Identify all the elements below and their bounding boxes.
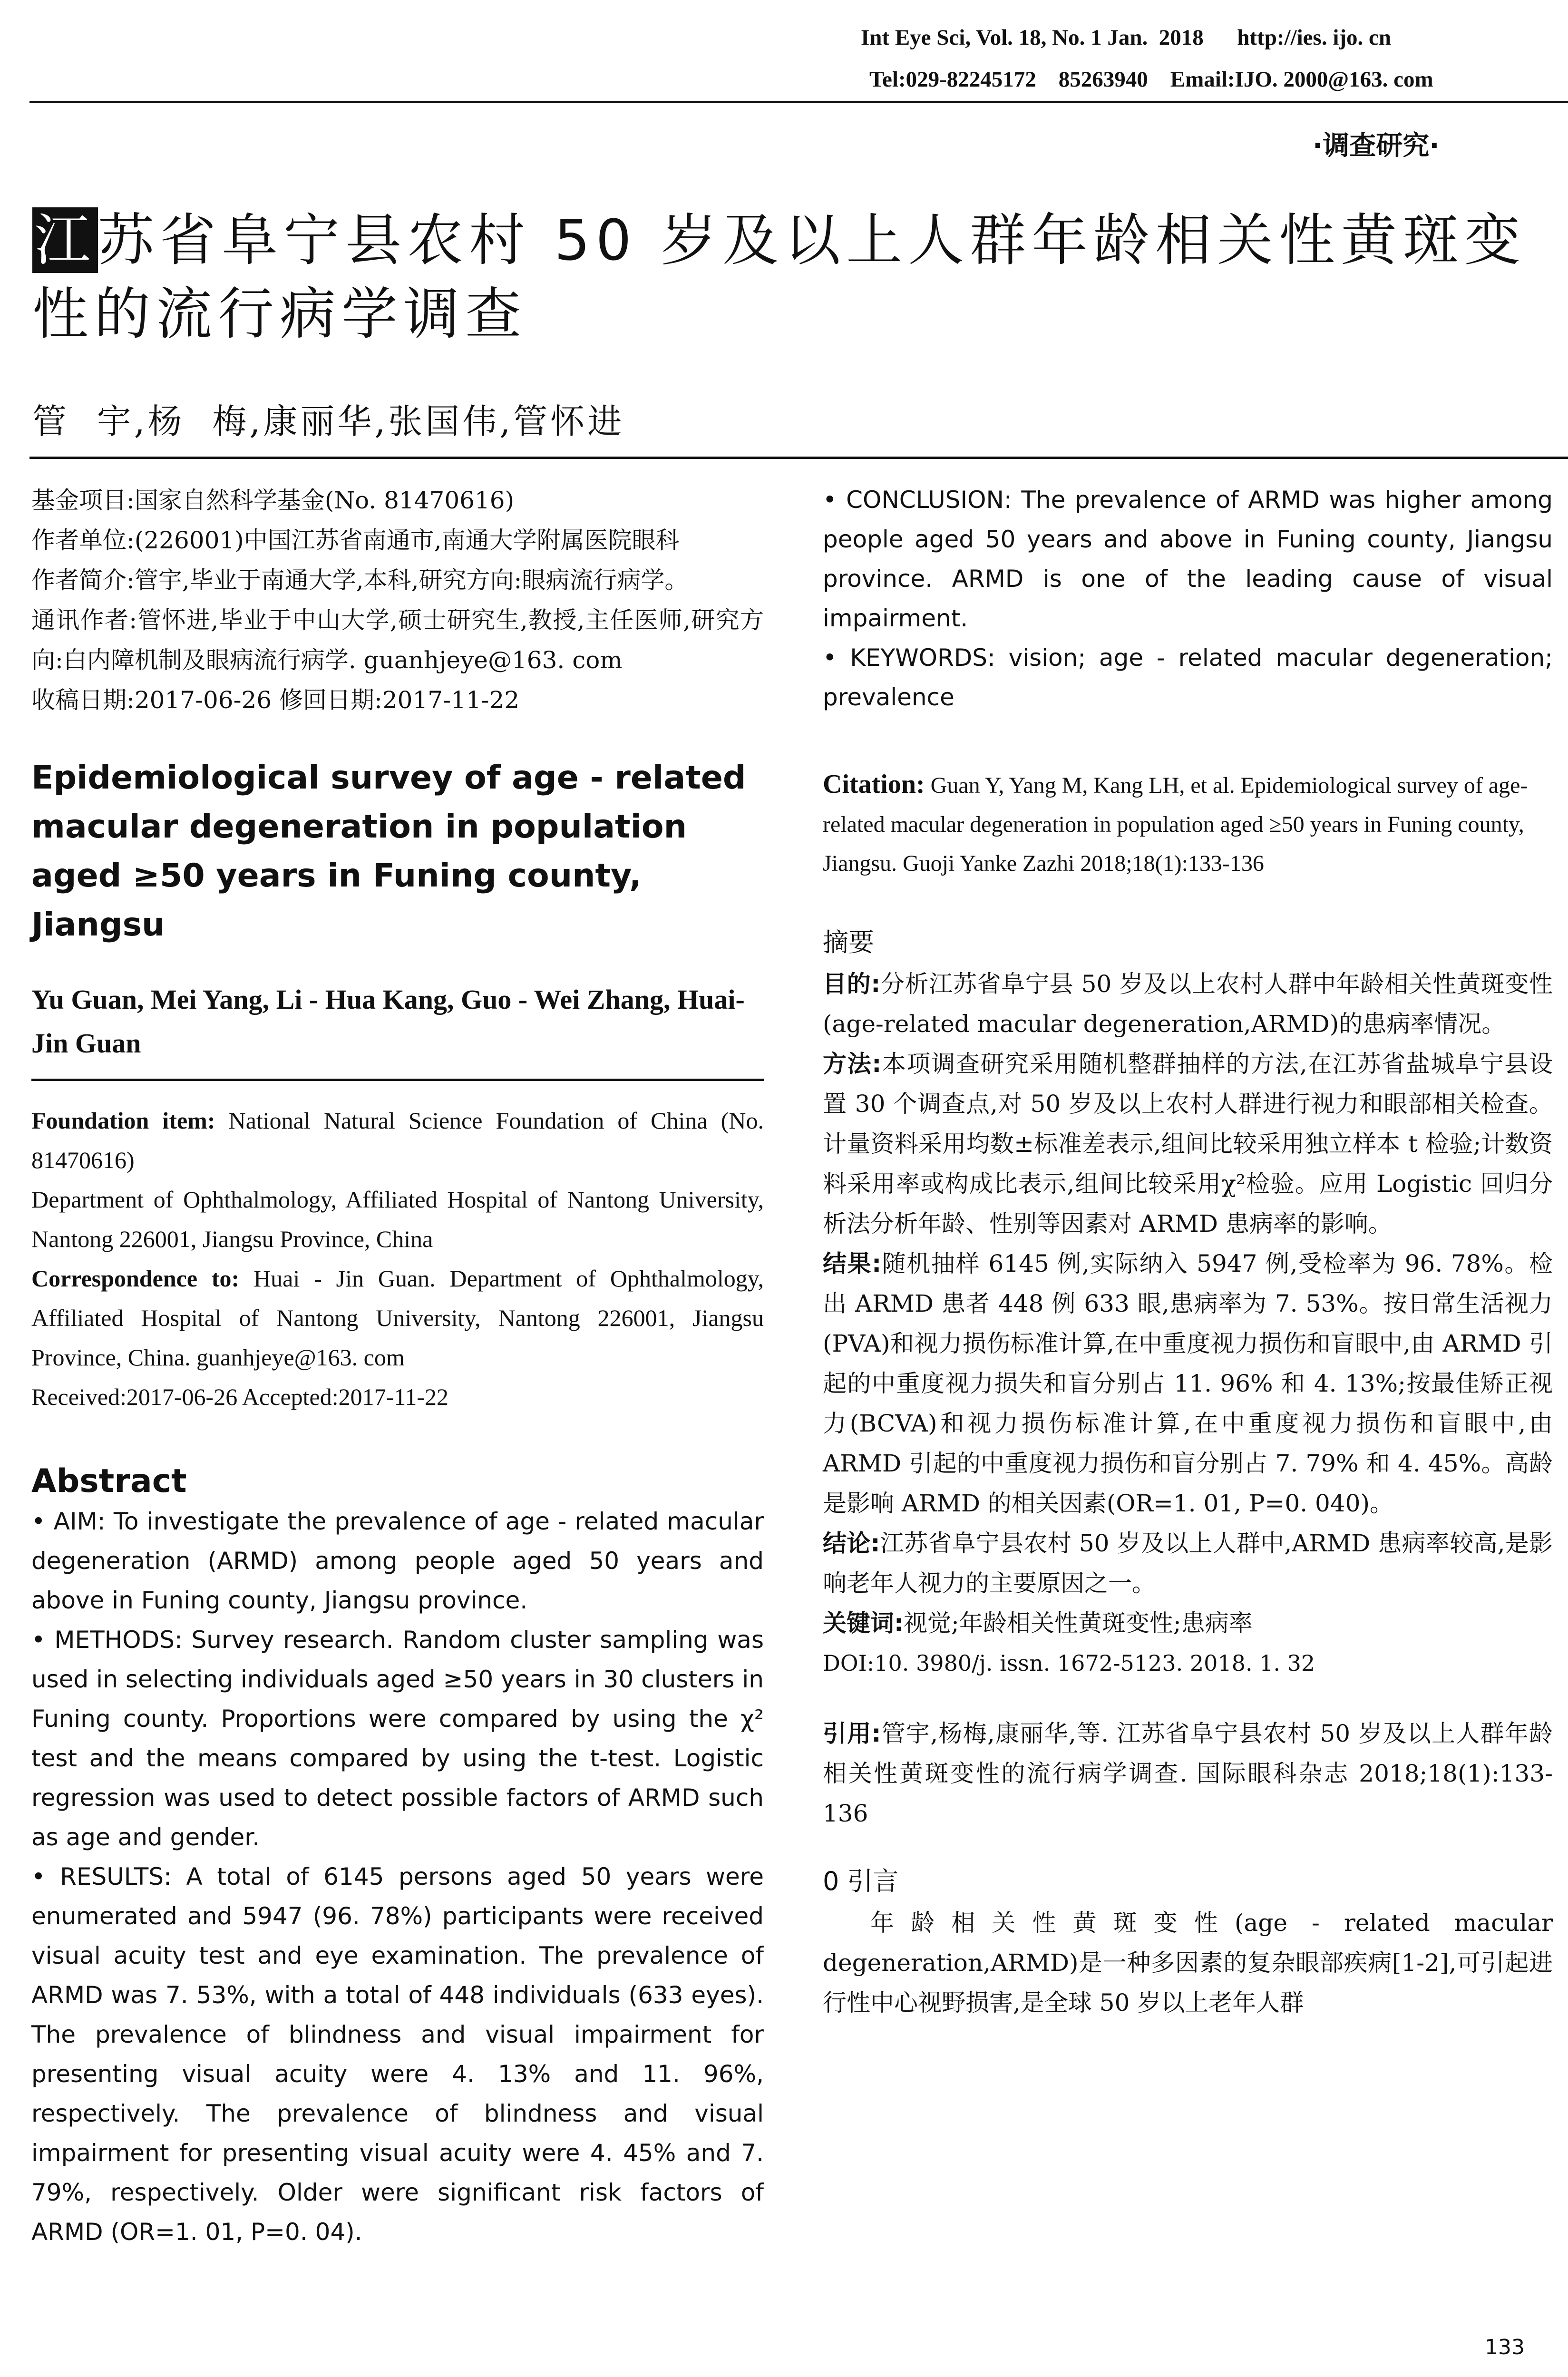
authors-cn: 管 宇,杨 梅,康丽华,张国伟,管怀进 <box>32 401 625 441</box>
correspondence-text: Huai - Jin Guan. Department of Ophthalmology, Affiliated Hospital of Nantong University, Nantong 226001, Jiangsu Province, China. guanhjeye@163. com <box>31 1265 764 1371</box>
authors-rule <box>29 457 1568 459</box>
abstract-heading: Abstract <box>31 1462 187 1500</box>
journal-info-line: Int Eye Sci, Vol. 18, No. 1 Jan. 2018 http://ies. ijo. cn <box>861 25 1392 50</box>
intro-paragraph: 年龄相关性黄斑变性(age - related macular degeneration,ARMD)是一种多因素的复杂眼部疾病[1-2],可引起进行性中心视野损害,是全球 50 岁以上老年人群 <box>823 1909 1553 2017</box>
cn-conclusion-text: 江苏省阜宁县农村 50 岁及以上人群中,ARMD 患病率较高,是影响老年人视力的主要原因之一。 <box>823 1529 1553 1597</box>
cn-results-text: 随机抽样 6145 例,实际纳入 5947 例,受检率为 96. 78%。检出 ARMD 患者 448 例 633 眼,患病率为 7. 53%。按日常生活视力(PVA)和视力损伤标准计算,在中重度视力损伤和盲眼中,由 ARMD 引起的中重度视力损失和盲分别占 11. 96% 和 4. 13%;按最佳矫正视力(BCVA)和视力损伤标准计算,在中重度视力损伤和盲眼中,由 ARMD 引起的中重度视力损伤和盲分别占 7. 79% 和 4. 45%。高龄是影响 ARMD 的相关因素(OR=1. 01, P=0. 040)。 <box>823 1250 1553 1517</box>
authors-en-rule <box>31 1079 764 1081</box>
header-rule <box>29 101 1568 103</box>
abstract-methods: • METHODS: Survey research. Random cluster sampling was used in selecting individuals aged ≥50 years in 30 clusters in Funing county. Proportions were compared by using the χ² test and the means compared by using the t-test. Logistic regression was used to detect possible factors of ARMD such as age and gender. <box>31 1626 764 1851</box>
cn-conclusion-label: 结论: <box>823 1529 880 1557</box>
cn-methods-text: 本项调查研究采用随机整群抽样的方法,在江苏省盐城阜宁县设置 30 个调查点,对 50 岁及以上农村人群进行视力和眼部相关检查。计量资料采用均数±标准差表示,组间比较采用独立样本 t 检验;计数资料采用率或构成比表示,组间比较采用χ²检验。应用 Logistic 回归分析法分析年龄、性别等因素对 ARMD 患病率的影响。 <box>823 1050 1553 1237</box>
authors-en: Yu Guan, Mei Yang, Li - Hua Kang, Guo - Wei Zhang, Huai-Jin Guan <box>31 984 745 1059</box>
title-line2: 性的流行病学调查 <box>32 281 527 347</box>
journal-contact-line: Tel:029-82245172 85263940 Email:IJO. 2000@163. com <box>869 67 1433 92</box>
page-number: 133 <box>1485 2335 1525 2359</box>
abstract-results: • RESULTS: A total of 6145 persons aged 50 years were enumerated and 5947 (96. 78%) participants were received visual acuity test and eye examination. The prevalence of ARMD was 7. 53%, with a total of 448 individuals (633 eyes). The prevalence of blindness and visual impairment for presenting visual acuity were 4. 13% and 11. 96%, respectively. The prevalence of blindness and visual impairment for presenting visual acuity were 4. 45% and 7. 79%, respectively. Older were significant risk factors of ARMD (OR=1. 01, P=0. 04). <box>31 1863 764 2246</box>
title-line1: 苏省阜宁县农村 50 岁及以上人群年龄相关性黄斑变 <box>98 207 1527 273</box>
abstract-keywords: • KEYWORDS: vision; age - related macular degeneration; prevalence <box>823 644 1553 711</box>
cn-citation-label: 引用: <box>823 1720 881 1747</box>
cn-citation <box>823 1714 1553 1833</box>
intro-heading: 0 引言 <box>823 1866 899 1896</box>
received-dates-en: Received:2017-06-26 Accepted:2017-11-22 <box>31 1383 449 1410</box>
funding-cn: 基金项目:国家自然科学基金(No. 81470616) <box>31 487 515 514</box>
title-initial-char: 江 <box>32 207 98 273</box>
cn-aim-label: 目的: <box>823 970 881 998</box>
cn-aim-text: 分析江苏省阜宁县 50 岁及以上农村人群中年龄相关性黄斑变性(age-related macular degeneration,ARMD)的患病率情况。 <box>823 970 1553 1038</box>
citation-text: Guan Y, Yang M, Kang LH, et al. Epidemiological survey of age-related macular degeneration in population aged ≥50 years in Funing county, Jiangsu. Guoji Yanke Zazhi 2018;18(1):133-136 <box>823 773 1528 876</box>
correspondence-cn: 通讯作者:管怀进,毕业于中山大学,硕士研究生,教授,主任医师,研究方向:白内障机制及眼病流行病学. guanhjeye@163. com <box>31 606 764 674</box>
foundation-en <box>31 1101 764 1180</box>
cn-methods-label: 方法: <box>823 1050 882 1078</box>
cn-abstract-heading: 摘要 <box>823 927 874 957</box>
affiliation-cn: 作者单位:(226001)中国江苏省南通市,南通大学附属医院眼科 <box>31 526 680 554</box>
author-bio-cn: 作者简介:管宇,毕业于南通大学,本科,研究方向:眼病流行病学。 <box>31 566 689 594</box>
cn-keywords-label: 关键词: <box>823 1609 904 1637</box>
cn-results <box>823 1244 1553 1523</box>
foundation-text: National Natural Science Foundation of China (No. 81470616) <box>31 1107 764 1173</box>
abstract-conclusion: • CONCLUSION: The prevalence of ARMD was higher among people aged 50 years and above in Funing county, Jiangsu province. ARMD is one of the leading cause of visual impairment. <box>823 486 1553 632</box>
cn-methods <box>823 1044 1553 1244</box>
left-column <box>31 480 764 2252</box>
citation-en <box>823 765 1553 883</box>
section-category: ·调查研究· <box>1313 130 1440 161</box>
abstract-aim: • AIM: To investigate the prevalence of age - related macular degeneration (ARMD) among people aged 50 years and above in Funing county, Jiangsu province. <box>31 1508 764 1614</box>
cn-citation-text: 管宇,杨梅,康丽华,等. 江苏省阜宁县农村 50 岁及以上人群年龄相关性黄斑变性的流行病学调查. 国际眼科杂志 2018;18(1):133-136 <box>823 1720 1553 1827</box>
article-title-cn <box>32 204 1554 351</box>
cn-conclusion <box>823 1523 1553 1603</box>
cn-keywords <box>823 1603 1553 1643</box>
right-column <box>823 480 1553 2023</box>
article-title-en: Epidemiological survey of age - related macular degeneration in population aged ≥50 years in Funing county, Jiangsu <box>31 759 746 944</box>
cn-keywords-text: 视觉;年龄相关性黄斑变性;患病率 <box>904 1609 1253 1637</box>
citation-label: Citation: <box>823 770 925 799</box>
dates-cn: 收稿日期:2017-06-26 修回日期:2017-11-22 <box>31 686 520 714</box>
department-en: Department of Ophthalmology, Affiliated Hospital of Nantong University, Nantong 226001, Jiangsu Province, China <box>31 1186 764 1252</box>
foundation-label: Foundation item: <box>31 1107 215 1134</box>
cn-aim <box>823 964 1553 1044</box>
doi: DOI:10. 3980/j. issn. 1672-5123. 2018. 1. 32 <box>823 1650 1315 1676</box>
cn-results-label: 结果: <box>823 1250 882 1277</box>
correspondence-label: Correspondence to: <box>31 1265 240 1292</box>
correspondence-en <box>31 1259 764 1377</box>
